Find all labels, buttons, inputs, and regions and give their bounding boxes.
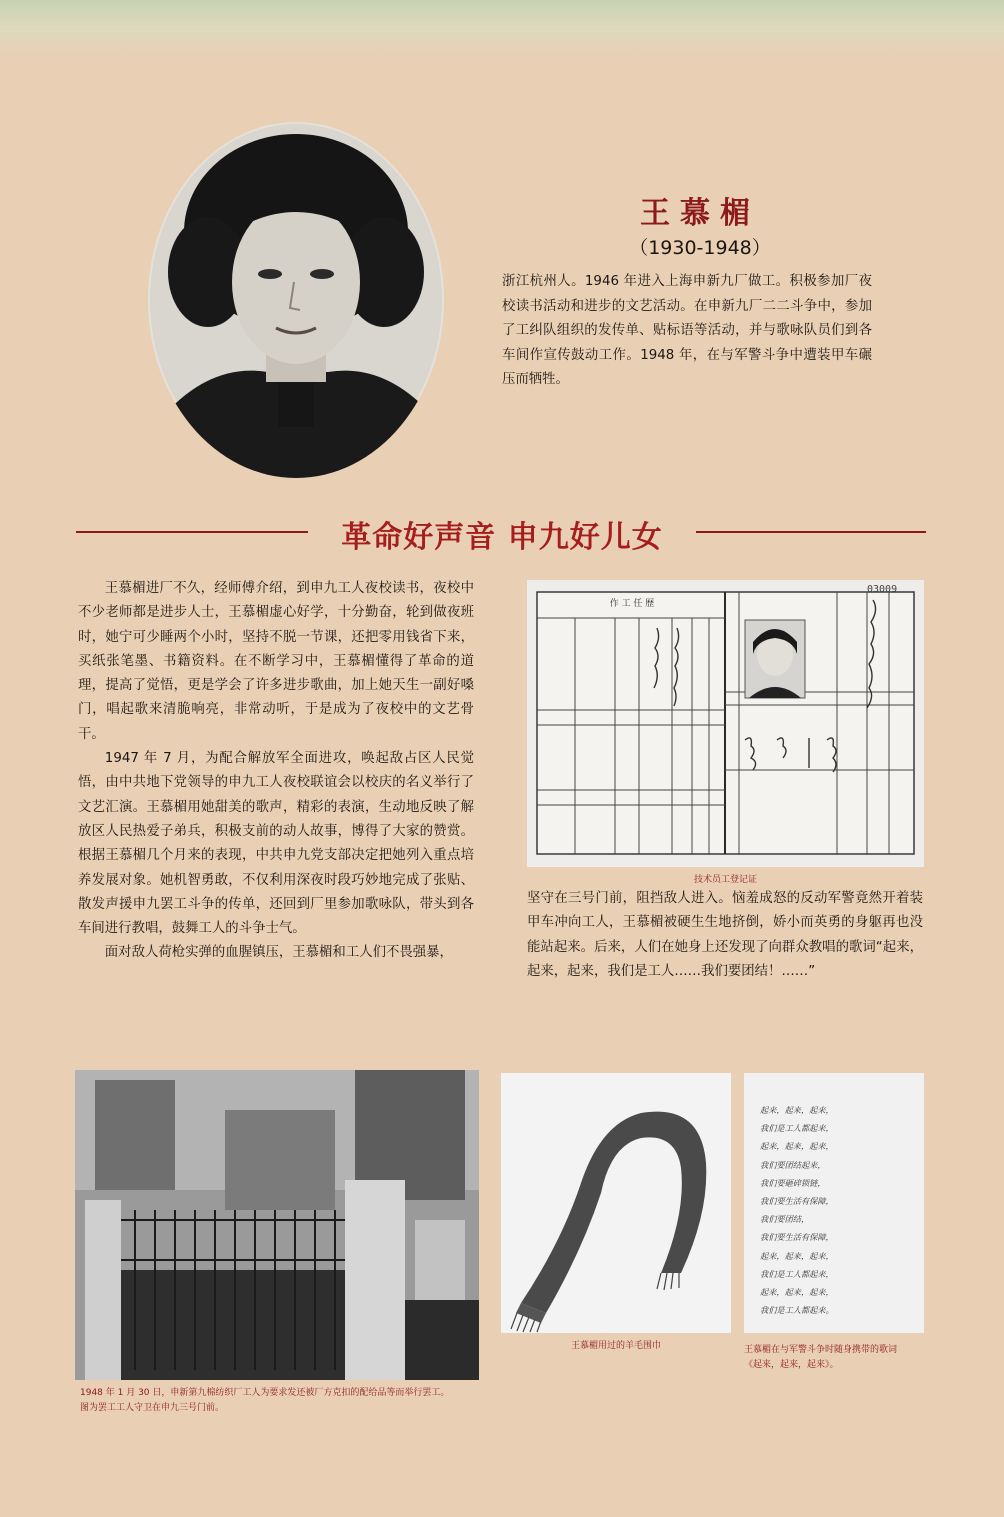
id-card-number: 03009 — [867, 584, 898, 595]
section-rule-right — [696, 531, 926, 533]
strike-photo-caption-line1: 1948 年 1 月 30 日，申新第九棉纺织厂工人为要求发还被厂方克扣的配给品等而举行罢工。 — [80, 1388, 450, 1398]
strike-photo-caption-line2: 图为罢工工人守卫在申九三号门前。 — [80, 1403, 225, 1413]
person-name: 王慕楣 — [640, 196, 760, 231]
body-paragraph: 王慕楣进厂不久，经师傅介绍，到申九工人夜校读书，夜校中不少老师都是进步人士，王慕楣虚心好学，十分勤奋，轮到做夜班时，她宁可少睡两个小时，坚持不脱一节课，还把零用钱省下来，买纸张笔墨、书籍资料。在不断学习中，王慕楣懂得了革命的道理，提高了觉悟，更是学会了许多进步歌曲，加上她天生一副好嗓门，唱起歌来清脆响亮，非常动听，于是成为了夜校中的文艺骨干。 — [78, 581, 474, 742]
person-bio: 浙江杭州人。1946 年进入上海申新九厂做工。积极参加厂夜校读书活动和进步的文艺活动。在申新九厂二二斗争中，参加了工纠队组织的发传单、贴标语等活动，并与歌咏队员们到各车间作宣传鼓动工作。1948 年，在与军警斗争中遭装甲车碾压而牺牲。 — [502, 274, 872, 387]
lyrics-caption — [744, 1343, 934, 1373]
scarf-caption: 王慕楣用过的羊毛围巾 — [570, 1341, 661, 1351]
person-dates: （1930-1948） — [629, 237, 771, 259]
lyrics-caption-line2: 《起来，起来，起来》。 — [744, 1360, 839, 1370]
id-card-caption: 技术员工登记证 — [693, 875, 757, 885]
lyrics-line: 我们要团结起来， — [760, 1159, 826, 1170]
section-rule-left — [76, 531, 308, 533]
lyrics-line: 我们是工人都起来。 — [760, 1305, 834, 1316]
lyrics-handwriting — [760, 1101, 920, 1319]
lyrics-line: 我们是工人都起来， — [760, 1123, 834, 1134]
lyrics-line: 起来，起来，起来， — [760, 1250, 834, 1261]
lyrics-line: 我们是工人都起来， — [760, 1268, 834, 1279]
scarf-photo — [501, 1073, 731, 1333]
lyrics-line: 我们要生活有保障， — [760, 1232, 834, 1243]
lyrics-line: 起来，起来，起来， — [760, 1105, 834, 1115]
section-title: 革命好声音 申九好儿女 — [341, 520, 663, 555]
body-text-right-column — [527, 887, 923, 984]
lyrics-line: 我们要生活有保障， — [760, 1196, 834, 1207]
body-text-left-column — [78, 577, 474, 966]
lyrics-caption-line1: 王慕楣在与军警斗争时随身携带的歌词 — [744, 1345, 898, 1355]
lyrics-line: 我们要团结， — [760, 1214, 810, 1225]
id-card-photo — [527, 580, 924, 867]
decorative-top-band — [0, 0, 1004, 60]
strike-photo-caption — [80, 1386, 500, 1416]
lyrics-line: 起来，起来，起来， — [760, 1141, 834, 1152]
body-paragraph: 面对敌人荷枪实弹的血腥镇压，王慕楣和工人们不畏强暴， — [104, 945, 453, 961]
body-paragraph: 坚守在三号门前，阻挡敌人进入。恼羞成怒的反动军警竟然开着装甲车冲向工人，王慕楣被硬生生地挤倒，娇小而英勇的身躯再也没能站起来。后来，人们在她身上还发现了向群众教唱的歌词“起来，起来，起来，我们是工人……我们要团结！……” — [527, 891, 923, 979]
strike-photo — [75, 1070, 479, 1380]
portrait-photo — [148, 122, 444, 478]
id-card-left-header: 作 工 任 歷 — [609, 599, 655, 609]
lyrics-line: 起来，起来，起来， — [760, 1287, 834, 1298]
lyrics-sheet-photo — [744, 1073, 924, 1333]
lyrics-line: 我们要砸碎锁链， — [760, 1177, 826, 1188]
body-paragraph: 1947 年 7 月，为配合解放军全面进攻，唤起敌占区人民觉悟，由中共地下党领导的申九工人夜校联谊会以校庆的名义举行了文艺汇演。王慕楣用她甜美的歌声，精彩的表演，生动地反映了解放区人民热爱子弟兵，积极支前的动人故事，博得了大家的赞赏。根据王慕楣几个月来的表现，中共申九党支部决定把她列入重点培养发展对象。她机智勇敢，不仅利用深夜时段巧妙地完成了张贴、散发声援申九罢工斗争的传单，还回到厂里参加歌咏队，带头到各车间进行教唱，鼓舞工人的斗争士气。 — [78, 751, 474, 937]
